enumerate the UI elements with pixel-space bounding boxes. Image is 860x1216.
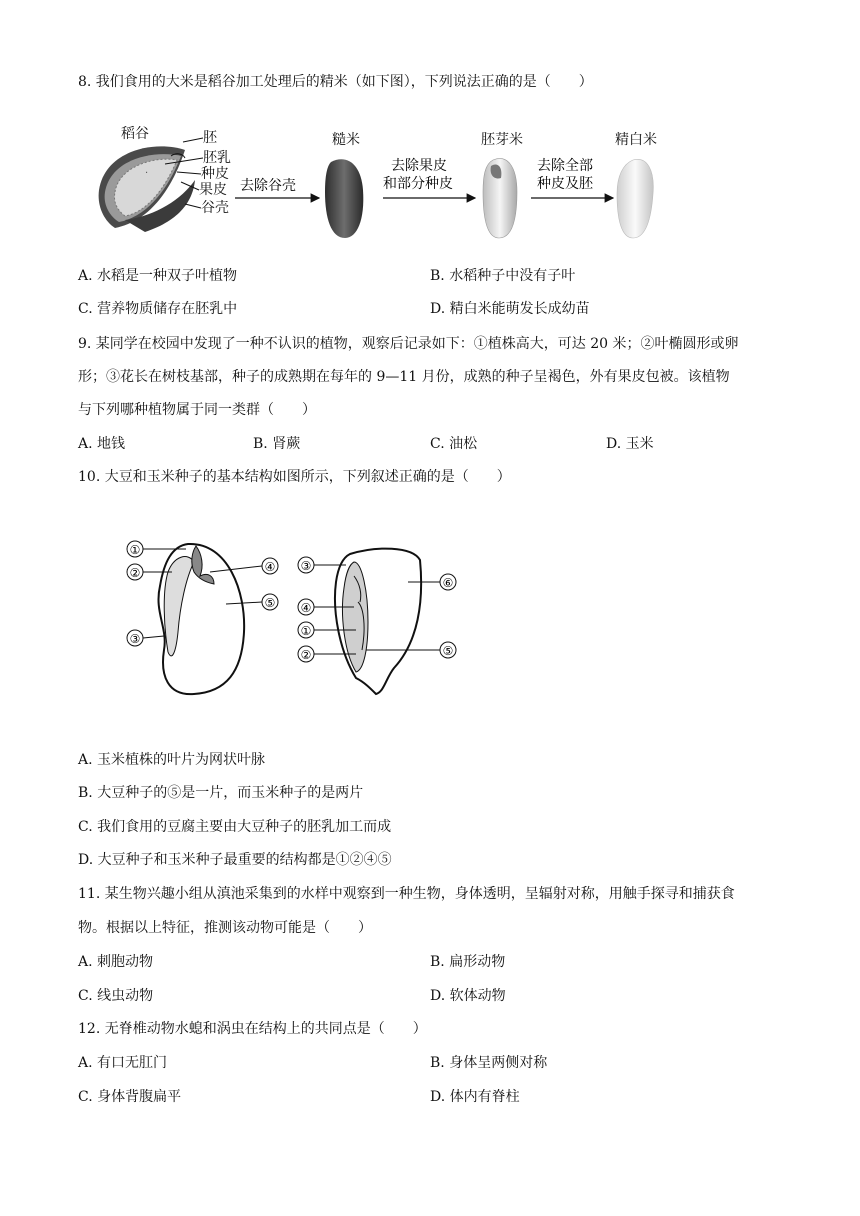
svg-text:③: ③	[300, 559, 312, 573]
svg-text:⑥: ⑥	[442, 576, 454, 590]
q8-option-d[interactable]: D. 精白米能萌发长成幼苗	[430, 301, 590, 317]
q10-option-c[interactable]: C. 我们食用的豆腐主要由大豆种子的胚乳加工而成	[78, 819, 392, 835]
q12-option-d[interactable]: D. 体内有脊柱	[430, 1089, 520, 1105]
q11-option-d[interactable]: D. 软体动物	[430, 988, 506, 1004]
q12-option-c[interactable]: C. 身体背腹扁平	[78, 1089, 182, 1105]
q8-option-a[interactable]: A. 水稻是一种双子叶植物	[78, 268, 238, 284]
svg-text:③: ③	[129, 632, 141, 646]
q11-option-a[interactable]: A. 刺胞动物	[78, 954, 154, 970]
corn-seed-drawing	[335, 549, 421, 694]
part-endosperm: 胚乳	[203, 150, 231, 166]
q8-option-c[interactable]: C. 营养物质储存在胚乳中	[78, 301, 238, 317]
q10-stem: 10. 大豆和玉米种子的基本结构如图所示，下列叙述正确的是（ ）	[78, 469, 511, 485]
svg-text:⑤: ⑤	[442, 644, 454, 658]
paddy-title: 稻谷	[121, 126, 149, 142]
white-rice-grain	[617, 159, 653, 238]
q11-stem-line2: 物。根据以上特征，推测该动物可能是（ ）	[78, 920, 372, 936]
q11-option-c[interactable]: C. 线虫动物	[78, 988, 154, 1004]
soybean-seed-drawing	[158, 544, 244, 694]
svg-text:·: ·	[145, 168, 149, 179]
q9-option-c[interactable]: C. 油松	[430, 436, 478, 452]
rice-processing-figure	[85, 120, 785, 250]
seed-structure-figure	[118, 532, 478, 712]
q11-option-b[interactable]: B. 扁形动物	[430, 954, 506, 970]
svg-text:①: ①	[129, 543, 141, 557]
svg-text:①: ①	[300, 624, 312, 638]
white-rice-label: 精白米	[615, 132, 657, 148]
q10-option-a[interactable]: A. 玉米植株的叶片为网状叶脉	[78, 752, 266, 768]
svg-text:④: ④	[264, 560, 276, 574]
q8-option-b[interactable]: B. 水稻种子中没有子叶	[430, 268, 576, 284]
part-embryo: 胚	[203, 130, 217, 146]
part-husk: 谷壳	[201, 200, 229, 216]
q12-stem: 12. 无脊椎动物水螅和涡虫在结构上的共同点是（ ）	[78, 1021, 427, 1037]
part-pericarp: 果皮	[199, 182, 227, 198]
svg-text:②: ②	[300, 648, 312, 662]
q10-option-b[interactable]: B. 大豆种子的⑤是一片，而玉米种子的是两片	[78, 785, 364, 801]
part-seed-coat: 种皮	[201, 166, 229, 182]
q10-option-d[interactable]: D. 大豆种子和玉米种子最重要的结构都是①②④⑤	[78, 852, 392, 868]
q8-stem: 8. 我们食用的大米是稻谷加工处理后的精米（如下图），下列说法正确的是（ ）	[78, 74, 593, 90]
q9-stem-line1: 9. 某同学在校园中发现了一种不认识的植物，观察后记录如下：①植株高大，可达 20 米；②叶椭圆形或卵	[78, 336, 739, 352]
brown-rice-label: 糙米	[332, 132, 360, 148]
brown-rice-grain	[325, 159, 363, 238]
q9-stem-line2: 形；③花长在树枝基部，种子的成熟期在每年的 9—11 月份，成熟的种子呈褐色，外有果皮包被。该植物	[78, 369, 730, 385]
paddy-grain-drawing	[99, 126, 195, 232]
step2-line2: 和部分种皮	[383, 176, 453, 192]
q9-option-a[interactable]: A. 地钱	[78, 436, 126, 452]
q9-stem-line3: 与下列哪种植物属于同一类群（ ）	[78, 402, 316, 418]
svg-text:⑤: ⑤	[264, 596, 276, 610]
q9-option-d[interactable]: D. 玉米	[606, 436, 654, 452]
step3-line1: 去除全部	[537, 158, 593, 174]
svg-text:④: ④	[300, 601, 312, 615]
svg-text:②: ②	[129, 566, 141, 580]
q12-option-b[interactable]: B. 身体呈两侧对称	[430, 1055, 548, 1071]
step2-line1: 去除果皮	[391, 158, 447, 174]
q9-option-b[interactable]: B. 肾蕨	[253, 436, 301, 452]
step3-line2: 种皮及胚	[537, 176, 593, 192]
q11-stem-line1: 11. 某生物兴趣小组从滇池采集到的水样中观察到一种生物，身体透明，呈辐射对称，用触手探寻和捕获食	[78, 886, 735, 902]
q12-option-a[interactable]: A. 有口无肛门	[78, 1055, 168, 1071]
germ-rice-label: 胚芽米	[481, 132, 523, 148]
step1-label: 去除谷壳	[240, 178, 296, 194]
